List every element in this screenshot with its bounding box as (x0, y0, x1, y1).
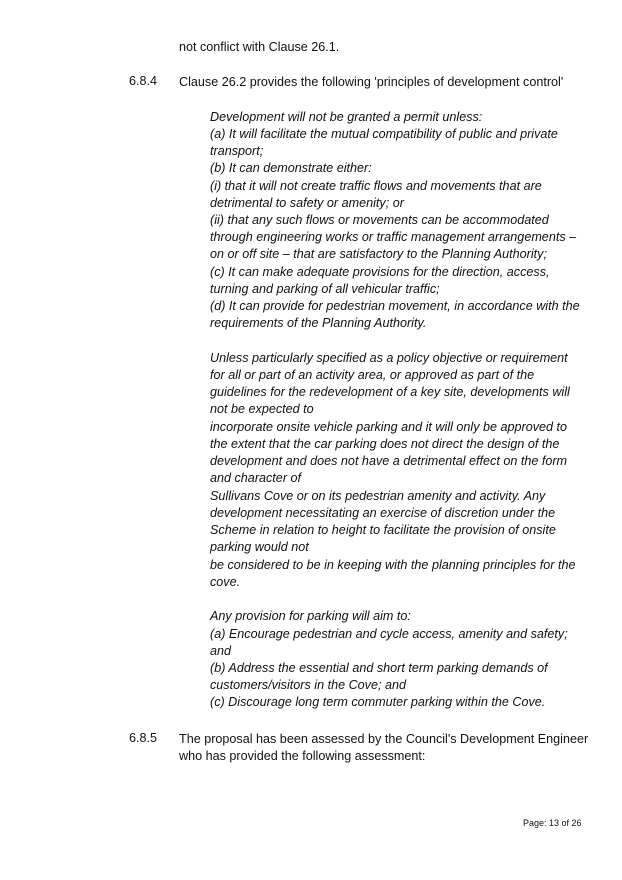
section-6-8-5-text-line-2: who has provided the following assessment: (179, 749, 426, 763)
quote-line: cove. (210, 575, 241, 589)
quote-line: (b) It can demonstrate either: (210, 161, 372, 175)
quote-line: Scheme in relation to height to facilitate the provision of onsite (210, 523, 556, 537)
quote-line: and (210, 644, 232, 658)
quote-line: guidelines for the redevelopment of a key site, developments will (210, 385, 570, 399)
quote-line: development necessitating an exercise of discretion under the (210, 506, 556, 520)
quote-line: the extent that the car parking does not direct the design of the (210, 437, 560, 451)
section-6-8-4-text: Clause 26.2 provides the following 'principles of development control' (179, 75, 564, 89)
quote-line: detrimental to safety or amenity; or (210, 196, 404, 210)
quote-line: (ii) that any such flows or movements can be accommodated (210, 213, 549, 227)
quote-line: (c) It can make adequate provisions for the direction, access, (210, 265, 550, 279)
quote-line: (a) It will facilitate the mutual compatibility of public and private (210, 127, 558, 141)
quote-line: through engineering works or traffic management arrangements – (210, 230, 577, 244)
quote-line: (b) Address the essential and short term parking demands of (210, 661, 548, 675)
quote-line: Any provision for parking will aim to: (210, 609, 411, 623)
quote-line: incorporate onsite vehicle parking and it will only be approved to (210, 420, 568, 434)
section-number-6-8-4: 6.8.4 (129, 74, 158, 88)
quote-line: not be expected to (210, 402, 314, 416)
quote-line: Development will not be granted a permit unless: (210, 110, 483, 124)
quote-line: and character of (210, 471, 302, 485)
section-6-8-5-text-line-1: The proposal has been assessed by the Council's Development Engineer (179, 732, 589, 746)
quote-line: (c) Discourage long term commuter parking within the Cove. (210, 695, 546, 709)
quote-line: be considered to be in keeping with the planning principles for the (210, 558, 576, 572)
quote-line: on or off site – that are satisfactory to the Planning Authority; (210, 247, 547, 261)
quote-line: (d) It can provide for pedestrian movement, in accordance with the (210, 299, 580, 313)
section-number-6-8-5: 6.8.5 (129, 731, 158, 745)
quote-line: transport; (210, 144, 264, 158)
quote-line: development and does not have a detrimental effect on the form (210, 454, 568, 468)
quote-line: turning and parking of all vehicular traffic; (210, 282, 440, 296)
quote-line: (i) that it will not create traffic flows and movements that are (210, 179, 542, 193)
quote-line: (a) Encourage pedestrian and cycle access, amenity and safety; (210, 627, 568, 641)
quote-line: parking would not (210, 540, 309, 554)
page-number-footer: Page: 13 of 26 (523, 818, 582, 828)
quote-line: requirements of the Planning Authority. (210, 316, 427, 330)
quote-line: for all or part of an activity area, or approved as part of the (210, 368, 535, 382)
quote-line: customers/visitors in the Cove; and (210, 678, 406, 692)
quote-line: Sullivans Cove or on its pedestrian amenity and activity. Any (210, 489, 546, 503)
quote-line: Unless particularly specified as a policy objective or requirement (210, 351, 568, 365)
intro-continuation-text: not conflict with Clause 26.1. (179, 40, 340, 54)
